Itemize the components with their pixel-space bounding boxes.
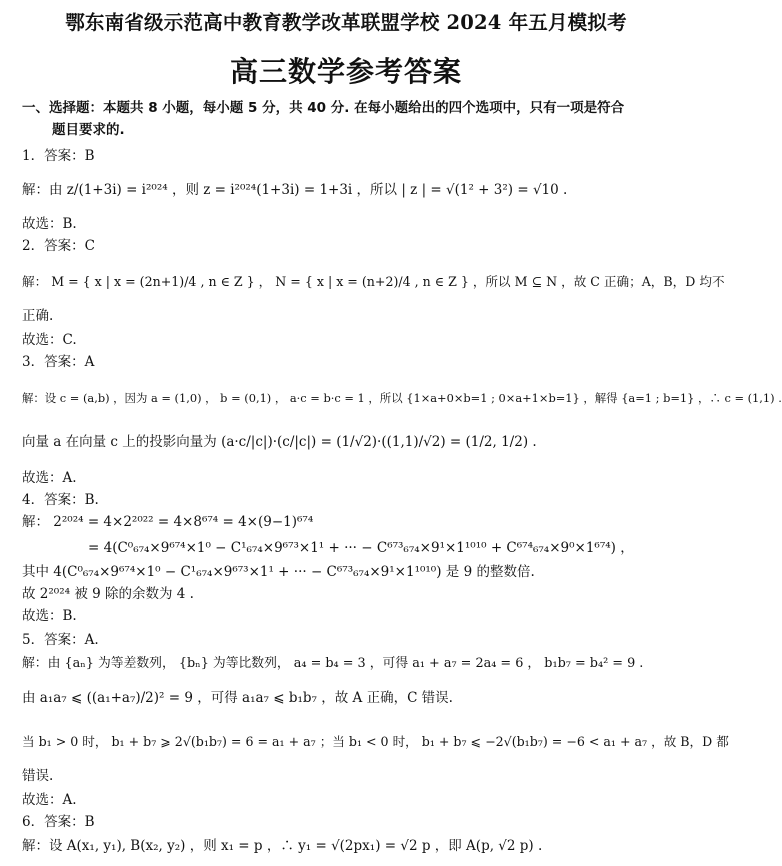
solution-line: 错误.: [22, 768, 54, 784]
exam-header-title: 鄂东南省级示范高中教育教学改革联盟学校 2024 年五月模拟考: [65, 11, 627, 34]
answer-label-q6: 6．答案：B: [22, 814, 95, 830]
answer-label-q3: 3．答案：A: [22, 354, 95, 370]
solution-line: 解：由 z/(1+3i) = i²⁰²⁴ ，则 z = i²⁰²⁴(1+3i) = 1+3i ，所以 | z | = √(1² + 3²) = √10 .: [22, 182, 568, 198]
solution-line: 向量 a 在向量 c 上的投影向量为 (a·c/|c|)·(c/|c|) = (1/√2)·((1,1)/√2) = (1/2, 1/2) .: [22, 434, 537, 450]
solution-line: 正确.: [22, 308, 54, 324]
solution-line: 解：设 A(x₁, y₁), B(x₂, y₂) ，则 x₁ = p ，∴ y₁ = √(2px₁) = √2 p ，即 A(p, √2 p) .: [22, 838, 543, 854]
solution-choice: 故选：C.: [22, 332, 77, 348]
solution-choice: 故选：B.: [22, 216, 77, 232]
solution-line: 故 2²⁰²⁴ 被 9 除的余数为 4 .: [22, 586, 194, 602]
solution-line: 解：由 {aₙ} 为等差数列， {bₙ} 为等比数列， a₄ = b₄ = 3 ，可得 a₁ + a₇ = 2a₄ = 6 ， b₁b₇ = b₄² = 9 .: [22, 656, 644, 671]
solution-line: 解：设 c = (a,b) ，因为 a = (1,0) ， b = (0,1) ， a·c = b·c = 1 ，所以 {1×a+0×b=1 ; 0×a+1×b=1} ，解得 {a=1 ; b=1} ，∴ c = (1,1) .: [22, 391, 782, 405]
document-title: 高三数学参考答案: [229, 55, 462, 88]
solution-line: 解： M = { x | x = (2n+1)/4 , n ∈ Z } ， N = { x | x = (n+2)/4 , n ∈ Z } ，所以 M ⊆ N ，故 C 正确；A，B，D 均不: [22, 274, 725, 289]
solution-line: 当 b₁ > 0 时， b₁ + b₇ ⩾ 2√(b₁b₇) = 6 = a₁ + a₇ ；当 b₁ < 0 时， b₁ + b₇ ⩽ −2√(b₁b₇) = −6 < a₁ + a₇ ，故 B，D 都: [22, 734, 729, 749]
solution-line: 由 a₁a₇ ⩽ ((a₁+a₇)/2)² = 9 ，可得 a₁a₇ ⩽ b₁b₇ ，故 A 正确，C 错误.: [22, 690, 453, 706]
solution-choice: 故选：A.: [22, 470, 77, 486]
solution-line: 其中 4(C⁰₆₇₄×9⁶⁷⁴×1⁰ − C¹₆₇₄×9⁶⁷³×1¹ + ··· − C⁶⁷³₆₇₄×9¹×1¹⁰¹⁰) 是 9 的整数倍.: [22, 564, 535, 580]
answer-label-q4: 4．答案：B.: [22, 492, 99, 508]
section-heading: 一、选择题：本题共 8 小题，每小题 5 分，共 40 分. 在每小题给出的四个选项中，只有一项是符合: [22, 100, 625, 116]
solution-choice: 故选：A.: [22, 792, 77, 808]
section-heading-continued: 题目要求的.: [52, 122, 125, 138]
answer-label-q2: 2．答案：C: [22, 238, 95, 254]
answer-label-q1: 1．答案：B: [22, 148, 95, 164]
answer-label-q5: 5．答案：A.: [22, 632, 99, 648]
solution-choice: 故选：B.: [22, 608, 77, 624]
solution-line: = 4(C⁰₆₇₄×9⁶⁷⁴×1⁰ − C¹₆₇₄×9⁶⁷³×1¹ + ··· − C⁶⁷³₆₇₄×9¹×1¹⁰¹⁰ + C⁶⁷⁴₆₇₄×9⁰×1⁶⁷⁴) ，: [88, 540, 634, 556]
solution-line: 解： 2²⁰²⁴ = 4×2²⁰²² = 4×8⁶⁷⁴ = 4×(9−1)⁶⁷⁴: [22, 514, 314, 530]
